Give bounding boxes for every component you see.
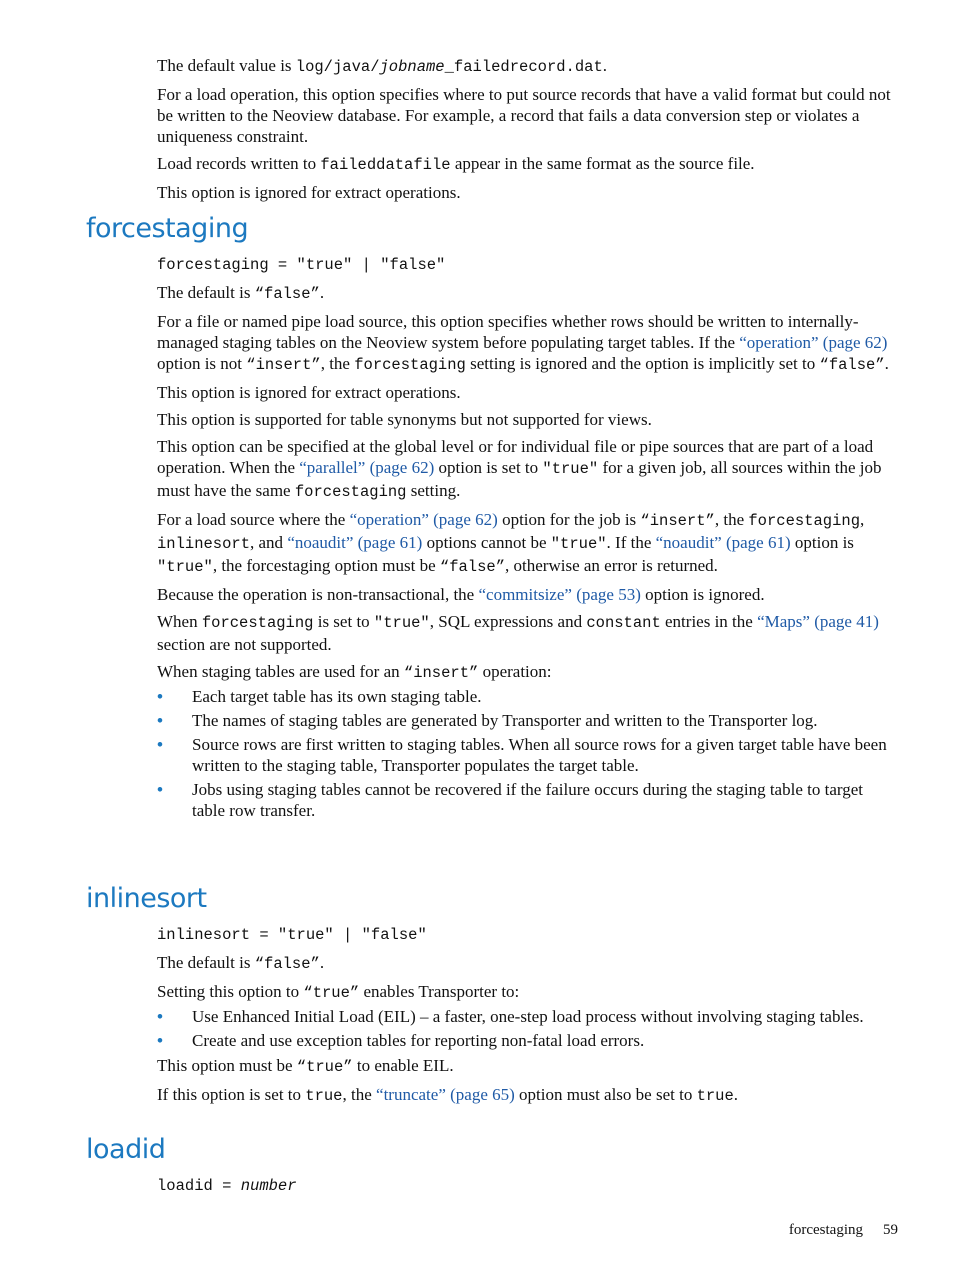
text: The default is — [157, 953, 255, 972]
link-maps[interactable]: “Maps” (page 41) — [757, 612, 879, 631]
text: . — [319, 953, 325, 972]
text: , the — [342, 1085, 377, 1104]
text: Setting this option to — [157, 982, 304, 1001]
link-commitsize[interactable]: “commitsize” (page 53) — [478, 585, 641, 604]
text: , SQL expressions and — [429, 612, 587, 631]
text: This option must be — [157, 1056, 297, 1075]
code: “true” — [296, 1058, 353, 1076]
list-item-text: Each target table has its own staging table. — [192, 687, 482, 706]
syntax-line: forcestaging = "true" | "false" — [157, 256, 446, 274]
list-item — [157, 686, 899, 707]
text: setting is ignored and the option is implicitly set to — [465, 354, 820, 373]
text: , — [860, 510, 865, 529]
list-item-text: The names of staging tables are generated by Transporter and written to the Transporter log. — [192, 711, 818, 730]
text: This option can be specified at the global level or for individual file or pipe sources that are part of a load operation. When the — [157, 437, 874, 477]
code-italic: jobname — [379, 58, 445, 76]
intro-section — [157, 55, 899, 209]
code: faileddatafile — [320, 156, 451, 174]
bullet-list — [157, 1006, 899, 1051]
code: constant — [586, 614, 661, 632]
syntax-line: inlinesort = "true" | "false" — [157, 926, 427, 944]
code: loadid = — [157, 1177, 241, 1195]
code: inlinesort — [157, 535, 251, 553]
code: “false” — [254, 955, 320, 973]
section-heading-loadid: loadid — [86, 1134, 166, 1165]
link-operation[interactable]: “operation” (page 62) — [349, 510, 498, 529]
paragraph: This option is supported for table synonyms but not supported for views. — [157, 410, 652, 429]
inlinesort-section — [157, 925, 899, 1113]
code: log/java/ — [295, 58, 380, 76]
code: true — [305, 1087, 343, 1105]
forcestaging-section — [157, 255, 899, 825]
code: forcestaging — [201, 614, 314, 632]
code: “false” — [254, 285, 320, 303]
paragraph — [157, 1084, 899, 1107]
text: , the — [320, 354, 355, 373]
paragraph — [157, 509, 899, 578]
default-paragraph — [157, 952, 899, 975]
text: , otherwise an error is returned. — [505, 556, 718, 575]
footer-section-name: forcestaging — [788, 1222, 863, 1238]
list-item — [157, 1006, 899, 1027]
text: When — [157, 612, 202, 631]
code: “insert” — [640, 512, 715, 530]
text: enables Transporter to: — [359, 982, 520, 1001]
text: option must also be set to — [514, 1085, 697, 1104]
section-heading-inlinesort: inlinesort — [86, 883, 207, 914]
code: “false” — [439, 558, 506, 576]
text: is set to — [313, 612, 374, 631]
bullet-icon: • — [157, 1031, 163, 1050]
text: , the forcestaging option must be — [212, 556, 440, 575]
text: . — [319, 283, 325, 302]
code-italic: number — [240, 1177, 297, 1195]
text: If this option is set to — [157, 1085, 306, 1104]
list-item-text: Jobs using staging tables cannot be recovered if the failure occurs during the staging table to target table row transfer. — [192, 780, 863, 820]
code: _failedrecord.dat — [444, 58, 603, 76]
page-footer — [760, 1222, 898, 1239]
text: When staging tables are used for an — [157, 662, 404, 681]
code: “false” — [819, 356, 885, 374]
bullet-icon: • — [157, 1007, 163, 1026]
link-operation[interactable]: “operation” (page 62) — [739, 333, 888, 352]
text: The default is — [157, 283, 255, 302]
paragraph: For a load operation, this option specifies where to put source records that have a valid format but could not be written to the Neoview database. For example, a record that fails a data conversion step or violates a uniqueness constraint. — [157, 85, 891, 146]
paragraph — [157, 436, 899, 503]
text: setting. — [406, 481, 461, 500]
text: option is set to — [434, 458, 543, 477]
paragraph — [157, 611, 899, 655]
text: for a given job, all sources within the job must have the same — [157, 458, 882, 500]
page-number: 59 — [883, 1222, 898, 1238]
paragraph — [157, 584, 899, 605]
code: “true” — [303, 984, 360, 1002]
paragraph: This option is ignored for extract operations. — [157, 383, 461, 402]
list-item-text: Use Enhanced Initial Load (EIL) – a faster, one-step load process without involving staging tables. — [192, 1007, 864, 1026]
code: "true" — [157, 558, 213, 576]
text: section are not supported. — [157, 635, 332, 654]
text: . If the — [606, 533, 656, 552]
text: . — [733, 1085, 739, 1104]
text: , the — [714, 510, 749, 529]
code: "true" — [542, 460, 599, 478]
text: option is — [790, 533, 854, 552]
text: The default value is — [157, 56, 296, 75]
text: option for the job is — [497, 510, 641, 529]
text: For a file or named pipe load source, this option specifies whether rows should be written to internally-managed staging tables on the Neoview system before populating target tables. If the — [157, 312, 859, 352]
link-noaudit[interactable]: “noaudit” (page 61) — [655, 533, 791, 552]
list-item-text: Create and use exception tables for reporting non-fatal load errors. — [192, 1031, 645, 1050]
syntax-line — [157, 1176, 899, 1197]
list-item — [157, 779, 899, 821]
code: forcestaging — [748, 512, 860, 530]
paragraph — [157, 311, 899, 376]
paragraph — [157, 661, 899, 684]
list-item — [157, 1030, 899, 1051]
paragraph — [157, 1055, 899, 1078]
text: to enable EIL. — [352, 1056, 454, 1075]
text: options cannot be — [422, 533, 551, 552]
paragraph — [157, 981, 899, 1004]
text: , and — [250, 533, 288, 552]
default-value-paragraph — [157, 55, 899, 78]
bullet-list — [157, 686, 899, 821]
bullet-icon: • — [157, 711, 163, 730]
default-paragraph — [157, 282, 899, 305]
loadid-section — [157, 1176, 899, 1203]
text: For a load source where the — [157, 510, 350, 529]
text: operation: — [478, 662, 552, 681]
code: "true" — [550, 535, 607, 553]
bullet-icon: • — [157, 780, 163, 799]
text: . — [602, 56, 608, 75]
code: "true" — [373, 614, 430, 632]
link-parallel[interactable]: “parallel” (page 62) — [299, 458, 435, 477]
code: “insert” — [246, 356, 321, 374]
link-noaudit[interactable]: “noaudit” (page 61) — [287, 533, 423, 552]
text: entries in the — [660, 612, 758, 631]
code: true — [696, 1087, 734, 1105]
text: Load records written to — [157, 154, 321, 173]
list-item — [157, 734, 899, 776]
text: appear in the same format as the source file. — [450, 154, 755, 173]
paragraph: This option is ignored for extract operations. — [157, 183, 461, 202]
bullet-icon: • — [157, 687, 163, 706]
link-truncate[interactable]: “truncate” (page 65) — [376, 1085, 515, 1104]
code: forcestaging — [294, 483, 407, 501]
text: option is ignored. — [640, 585, 765, 604]
section-heading-forcestaging: forcestaging — [86, 213, 249, 244]
code: forcestaging — [354, 356, 466, 374]
list-item — [157, 710, 899, 731]
code: “insert” — [403, 664, 479, 682]
text: Because the operation is non-transactional, the — [157, 585, 479, 604]
text: . — [884, 354, 889, 373]
paragraph — [157, 153, 899, 176]
bullet-icon: • — [157, 735, 163, 754]
list-item-text: Source rows are first written to staging tables. When all source rows for a given target table have been written to the staging table, Transporter populates the target table. — [192, 735, 887, 775]
text: option is not — [157, 354, 247, 373]
